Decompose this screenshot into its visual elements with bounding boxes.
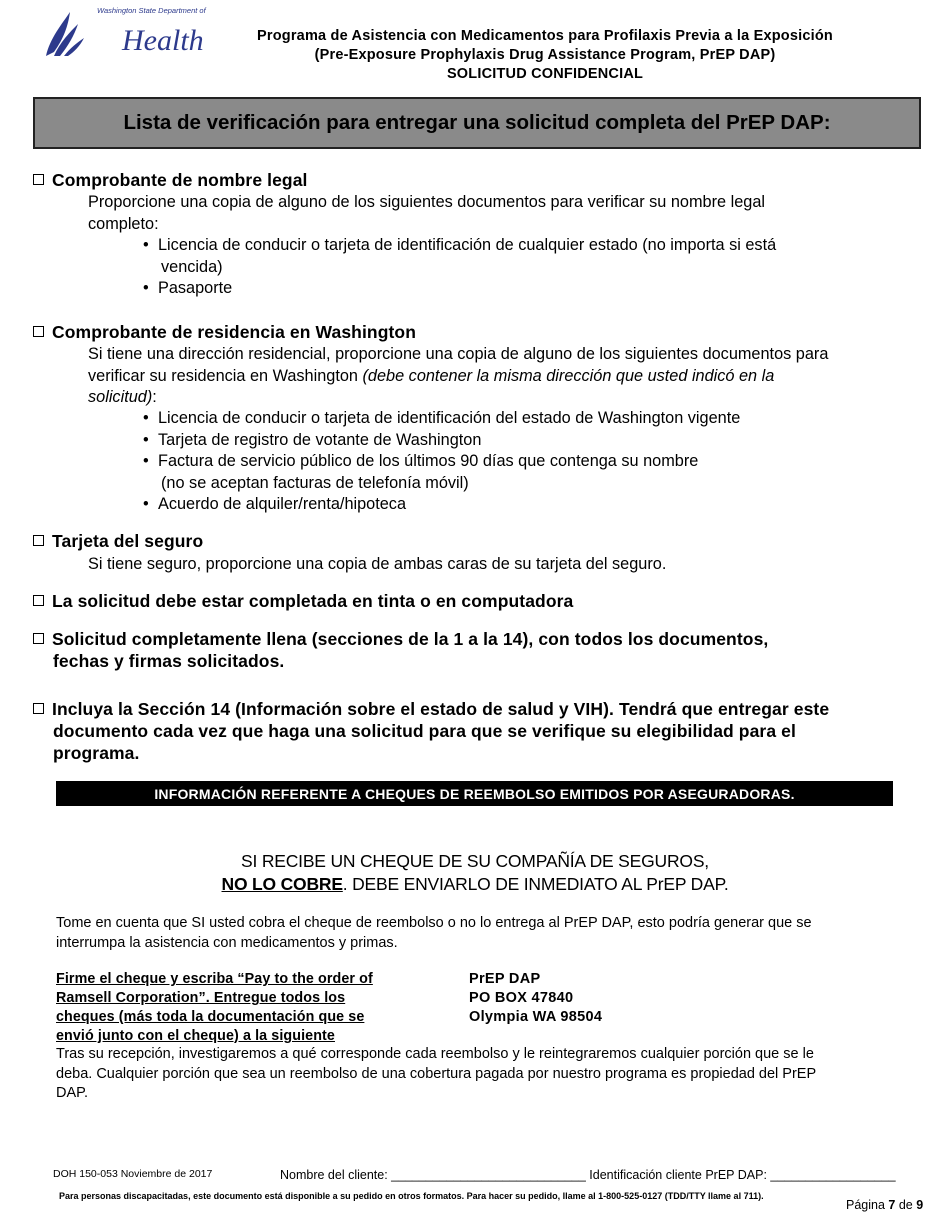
- checkbox-icon: [33, 633, 44, 644]
- checklist-item-ink: [33, 591, 573, 612]
- residence-desc-line1: Si tiene una dirección residencial, proporcione una copia de alguno de los siguientes documentos para: [88, 345, 829, 363]
- legal-name-title: Comprobante de nombre legal: [52, 170, 308, 190]
- leaf-icon: [40, 8, 100, 60]
- ink-title: La solicitud debe estar completada en tinta o en computadora: [52, 591, 574, 611]
- refund-note: Tome en cuenta que SI usted cobra el cheque de reembolso o no lo entrega al PrEP DAP, esto podría generar que se interrumpa la asistencia con medicamentos y primas.: [56, 915, 812, 951]
- refund-warning-line2: NO LO COBRE. DEBE ENVIARLO DE INMEDIATO AL PrEP DAP.: [221, 874, 729, 894]
- client-fields: Nombre del cliente: ____________________________ Identificación cliente PrEP DAP: __________________: [280, 1168, 896, 1182]
- checklist-item-residence: [33, 322, 416, 343]
- bullet-text: Pasaporte: [158, 279, 233, 297]
- checkbox-icon: [33, 174, 44, 185]
- do-not-cash-text: NO LO COBRE: [221, 874, 343, 894]
- residence-bullet-voter: • Tarjeta de registro de votante de Washington: [143, 431, 482, 449]
- section14-line3: programa.: [53, 743, 140, 763]
- legal-name-description: [88, 192, 913, 235]
- residence-bullet-utility: • Factura de servicio público de los últimos 90 días que contenga su nombre: [143, 452, 699, 470]
- residence-desc-line2: verificar su residencia en Washington (debe contener la misma dirección que usted indicó en la: [88, 366, 775, 385]
- header-title-line1: Programa de Asistencia con Medicamentos para Profilaxis Previa a la Exposición: [257, 28, 833, 44]
- header-title-line3: SOLICITUD CONFIDENCIAL: [446, 66, 644, 82]
- checkbox-icon: [33, 535, 44, 546]
- legal-name-desc-line1: Proporcione una copia de alguno de los siguientes documentos para verificar su nombre legal: [88, 193, 765, 211]
- checklist-item-legal-name: [33, 170, 308, 191]
- checklist-item-insurance: [33, 531, 203, 552]
- residence-bullet-lease: • Acuerdo de alquiler/renta/hipoteca: [143, 495, 407, 513]
- header-title-line2: (Pre-Exposure Prophylaxis Drug Assistance Program, PrEP DAP): [314, 47, 776, 63]
- checkbox-icon: [33, 326, 44, 337]
- residence-desc-line3: solicitud):: [88, 388, 157, 406]
- refund-banner-text: INFORMACIÓN REFERENTE A CHEQUES DE REEMBOLSO EMITIDOS POR ASEGURADORAS.: [154, 785, 795, 802]
- checklist-item-complete: [33, 628, 923, 672]
- section14-line2: documento cada vez que haga una solicitud para que se verifique su elegibilidad para el: [53, 721, 796, 741]
- legal-name-bullet-license-cont: vencida): [161, 258, 223, 276]
- checkbox-icon: [33, 703, 44, 714]
- residence-title: Comprobante de residencia en Washington: [52, 322, 416, 342]
- insurance-description: Si tiene seguro, proporcione una copia de ambas caras de su tarjeta del seguro.: [88, 555, 667, 573]
- logo-small-text: Washington State Department of: [97, 6, 206, 15]
- residence-bullet-license: • Licencia de conducir o tarjeta de identificación del estado de Washington vigente: [143, 409, 741, 427]
- page-number: Página 7 de 9: [846, 1198, 924, 1212]
- doh-logo: [40, 6, 206, 61]
- residence-bullet-utility-cont: (no se aceptan facturas de telefonía móvil): [161, 474, 469, 492]
- complete-line1: Solicitud completamente llena (secciones de la 1 a la 14), con todos los documentos,: [52, 629, 769, 649]
- bullet-text: Licencia de conducir o tarjeta de identificación del estado de Washington vigente: [158, 409, 741, 427]
- bullet-text: Factura de servicio público de los últimos 90 días que contenga su nombre: [158, 452, 699, 470]
- document-id: DOH 150-053 Noviembre de 2017: [53, 1168, 213, 1180]
- bullet-text: Licencia de conducir o tarjeta de identificación de cualquier estado (no importa si está: [158, 236, 777, 254]
- legal-name-desc-line2: completo:: [88, 214, 159, 233]
- section14-line1: Incluya la Sección 14 (Información sobre el estado de salud y VIH). Tendrá que entregar este: [52, 699, 830, 719]
- legal-name-bullet-passport: • Pasaporte: [143, 279, 233, 297]
- accessibility-notice: Para personas discapacitadas, este documento está disponible a su pedido en otros formatos. Para hacer su pedido, llame al 1-800-525-0127 (TDD/TTY llame al 711).: [59, 1191, 764, 1201]
- checklist-item-section14: [33, 698, 923, 764]
- logo-big-text: Health: [122, 24, 204, 57]
- legal-name-bullet-license: • Licencia de conducir o tarjeta de identificación de cualquier estado (no importa si está: [143, 236, 777, 254]
- residence-description: [88, 344, 913, 409]
- bullet-text: Tarjeta de registro de votante de Washington: [158, 431, 482, 449]
- bullet-text: Acuerdo de alquiler/renta/hipoteca: [158, 495, 407, 513]
- refund-banner: [56, 781, 893, 806]
- mailing-address: PrEP DAP PO BOX 47840 Olympia WA 98504: [469, 971, 603, 1025]
- sign-check-instructions: Firme el cheque y escriba “Pay to the order of Ramsell Corporation”. Entregue todos los cheques (más toda la documentación que se envió junto con el cheque) a la siguiente: [56, 971, 373, 1044]
- refund-warning-line1: SI RECIBE UN CHEQUE DE SU COMPAÑÍA DE SEGUROS,: [241, 851, 709, 871]
- checklist-banner-title: Lista de verificación para entregar una solicitud completa del PrEP DAP:: [123, 111, 831, 134]
- refund-investigation-note: Tras su recepción, investigaremos a qué corresponde cada reembolso y le reintegraremos cualquier porción que se le deba. Cualquier porción que sea un reembolso de una cobertura pagada por nuestro programa es propiedad del PrEP DAP.: [56, 1046, 817, 1101]
- insurance-title: Tarjeta del seguro: [52, 531, 204, 551]
- complete-line2: fechas y firmas solicitados.: [53, 651, 285, 671]
- checklist-banner: [33, 97, 921, 149]
- checkbox-icon: [33, 595, 44, 606]
